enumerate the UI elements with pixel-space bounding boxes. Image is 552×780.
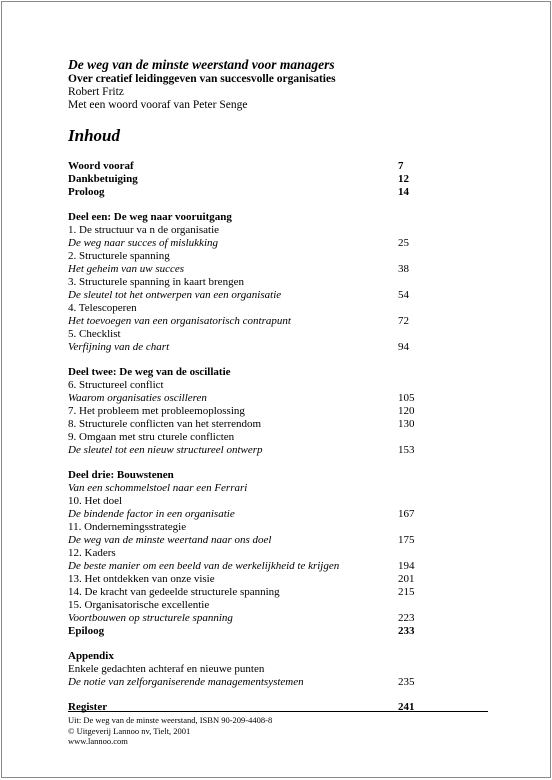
toc-entry-title: 15. Organisatorische excellentie: [68, 599, 210, 611]
toc-entry-page: 153: [398, 444, 415, 456]
toc-entry-title: De weg van de minste weertand naar ons doel: [68, 534, 272, 546]
toc-entry-page: 201: [398, 573, 415, 585]
toc-entry-title: Het toevoegen van een organisatorisch contrapunt: [68, 315, 291, 327]
toc-entry-page: [398, 521, 428, 534]
toc-entry-title: 1. De structuur va n de organisatie: [68, 224, 220, 236]
toc-entry: [68, 534, 428, 547]
toc-entry-title: Waarom organisaties oscilleren: [68, 392, 207, 404]
toc-entry-page: [398, 250, 428, 263]
toc-entry: [68, 418, 428, 431]
toc-entry-page: 175: [398, 534, 415, 546]
toc-entry: [68, 328, 428, 341]
toc-entry: [68, 405, 428, 418]
toc-entry: [68, 315, 428, 328]
toc-entry-page: [398, 211, 428, 224]
toc-entry-title: Het geheim van uw succes: [68, 263, 185, 275]
toc-section: [68, 366, 428, 457]
toc-entry: [68, 366, 428, 379]
toc-entry: [68, 495, 428, 508]
toc-entry-page: 38: [398, 263, 409, 275]
toc-entry-page: [398, 302, 428, 315]
toc-entry-title: De weg naar succes of mislukking: [68, 237, 218, 249]
toc-entry-page: 167: [398, 508, 415, 520]
toc-entry-title: Register: [68, 701, 108, 713]
page-content: [68, 57, 428, 726]
toc-entry: [68, 599, 428, 612]
toc-entry-page: [398, 469, 428, 482]
toc-entry-page: 233: [398, 625, 415, 637]
book-title: De weg van de minste weerstand voor managers: [68, 57, 335, 72]
toc-entry: [68, 560, 428, 573]
toc-section: [68, 160, 428, 199]
toc-entry-title: 9. Omgaan met stru cturele conflicten: [68, 431, 235, 443]
toc-entry-title: Deel twee: De weg van de oscillatie: [68, 366, 231, 378]
toc-entry: [68, 547, 428, 560]
toc-heading: Inhoud: [68, 126, 120, 145]
toc-entry-title: Deel drie: Bouwstenen: [68, 469, 174, 481]
toc-entry-title: De notie van zelforganiserende managementsystemen: [68, 676, 304, 688]
toc-entry-title: Dankbetuiging: [68, 173, 138, 185]
toc-entry: [68, 663, 428, 676]
foreword-note: Met een woord vooraf van Peter Senge: [68, 99, 248, 111]
toc-entry: [68, 379, 428, 392]
toc-entry: [68, 625, 428, 638]
toc-entry-title: 10. Het doel: [68, 495, 123, 507]
toc-entry-page: 130: [398, 418, 415, 430]
footer: [68, 711, 488, 747]
toc-entry: [68, 469, 428, 482]
toc-entry-title: Epiloog: [68, 625, 105, 637]
toc-entry: [68, 521, 428, 534]
toc-entry-title: Proloog: [68, 186, 105, 198]
toc-section: [68, 211, 428, 354]
toc-entry: [68, 676, 428, 689]
toc-entry-page: 194: [398, 560, 415, 572]
toc-entry-title: 14. De kracht van gedeelde structurele spanning: [68, 586, 280, 598]
toc-entry: [68, 586, 428, 599]
toc-entry-title: 13. Het ontdekken van onze visie: [68, 573, 215, 585]
toc-entry-page: [398, 650, 428, 663]
footer-copyright-line: © Uitgeverij Lannoo nv, Tielt, 2001: [68, 725, 191, 736]
toc-entry-title: Enkele gedachten achteraf en nieuwe punten: [68, 663, 265, 675]
toc-entry-title: De beste manier om een beeld van de werkelijkheid te krijgen: [68, 560, 340, 572]
toc-entry: [68, 302, 428, 315]
toc-entry: [68, 482, 428, 495]
toc-entry-page: 105: [398, 392, 415, 404]
toc-entry-page: 94: [398, 341, 409, 353]
toc-entry: [68, 444, 428, 457]
document-page: [1, 1, 551, 778]
toc-entry-page: 215: [398, 586, 415, 598]
toc-entry-page: 54: [398, 289, 409, 301]
footer-source-line: Uit: De weg van de minste weerstand, ISBN 90-209-4408-8: [68, 715, 273, 725]
toc-entry-title: Van een schommelstoel naar een Ferrari: [68, 482, 248, 494]
toc-entry-title: 11. Ondernemingsstrategie: [68, 521, 187, 533]
toc-entry: [68, 160, 428, 173]
toc-section: [68, 650, 428, 689]
toc-entry-title: 3. Structurele spanning in kaart brengen: [68, 276, 244, 288]
toc-entry-page: [398, 379, 428, 392]
toc-entry-page: [398, 663, 428, 676]
toc-entry-title: Verfijning van de chart: [68, 341, 170, 353]
toc-entry-page: 12: [398, 173, 409, 185]
toc-entry: [68, 573, 428, 586]
toc-entry-page: [398, 547, 428, 560]
toc-entry-title: 8. Structurele conflicten van het sterrendom: [68, 418, 262, 430]
table-of-contents: [68, 160, 428, 714]
toc-entry: [68, 508, 428, 521]
toc-entry-title: 5. Checklist: [68, 328, 121, 340]
toc-entry-title: De sleutel tot het ontwerpen van een organisatie: [68, 289, 282, 301]
toc-section: [68, 469, 428, 638]
toc-entry-page: 14: [398, 186, 409, 198]
toc-entry-page: 120: [398, 405, 415, 417]
book-author: Robert Fritz: [68, 86, 124, 98]
toc-entry-title: De sleutel tot een nieuw structureel ontwerp: [68, 444, 263, 456]
toc-entry-page: [398, 495, 428, 508]
footer-website-line: www.lannoo.com: [68, 736, 128, 746]
toc-entry-page: [398, 366, 428, 379]
toc-entry-page: 7: [398, 160, 404, 172]
toc-entry-page: [398, 431, 428, 444]
toc-entry: [68, 341, 428, 354]
toc-entry-page: 223: [398, 612, 415, 624]
toc-entry-title: 12. Kaders: [68, 547, 116, 559]
toc-entry: [68, 650, 428, 663]
toc-entry-title: 6. Structureel conflict: [68, 379, 164, 391]
toc-entry-title: 2. Structurele spanning: [68, 250, 170, 262]
toc-entry-page: [398, 224, 428, 237]
toc-entry-title: Appendix: [68, 650, 114, 662]
toc-entry-title: 7. Het probleem met probleemoplossing: [68, 405, 245, 417]
toc-entry-page: [398, 599, 428, 612]
toc-entry: [68, 237, 428, 250]
toc-entry: [68, 289, 428, 302]
toc-entry-title: Deel een: De weg naar vooruitgang: [68, 211, 232, 223]
toc-entry: [68, 263, 428, 276]
toc-entry-page: [398, 276, 428, 289]
book-subtitle: Over creatief leidinggeven van succesvolle organisaties: [68, 73, 336, 85]
toc-entry-title: Voortbouwen op structurele spanning: [68, 612, 233, 624]
toc-entry-page: [398, 482, 428, 495]
toc-entry-page: 235: [398, 676, 415, 688]
toc-entry: [68, 250, 428, 263]
toc-entry-title: De bindende factor in een organisatie: [68, 508, 235, 520]
toc-entry-title: 4. Telescoperen: [68, 302, 137, 314]
toc-entry: [68, 224, 428, 237]
toc-entry: [68, 392, 428, 405]
toc-entry-page: [398, 328, 428, 341]
toc-entry: [68, 173, 428, 186]
toc-entry-page: 72: [398, 315, 409, 327]
toc-entry-page: 241: [398, 701, 415, 713]
toc-entry: [68, 211, 428, 224]
toc-entry-page: 25: [398, 237, 409, 249]
toc-entry: [68, 276, 428, 289]
toc-entry: [68, 612, 428, 625]
toc-entry: [68, 186, 428, 199]
toc-entry: [68, 431, 428, 444]
toc-entry-title: Woord vooraf: [68, 160, 134, 172]
